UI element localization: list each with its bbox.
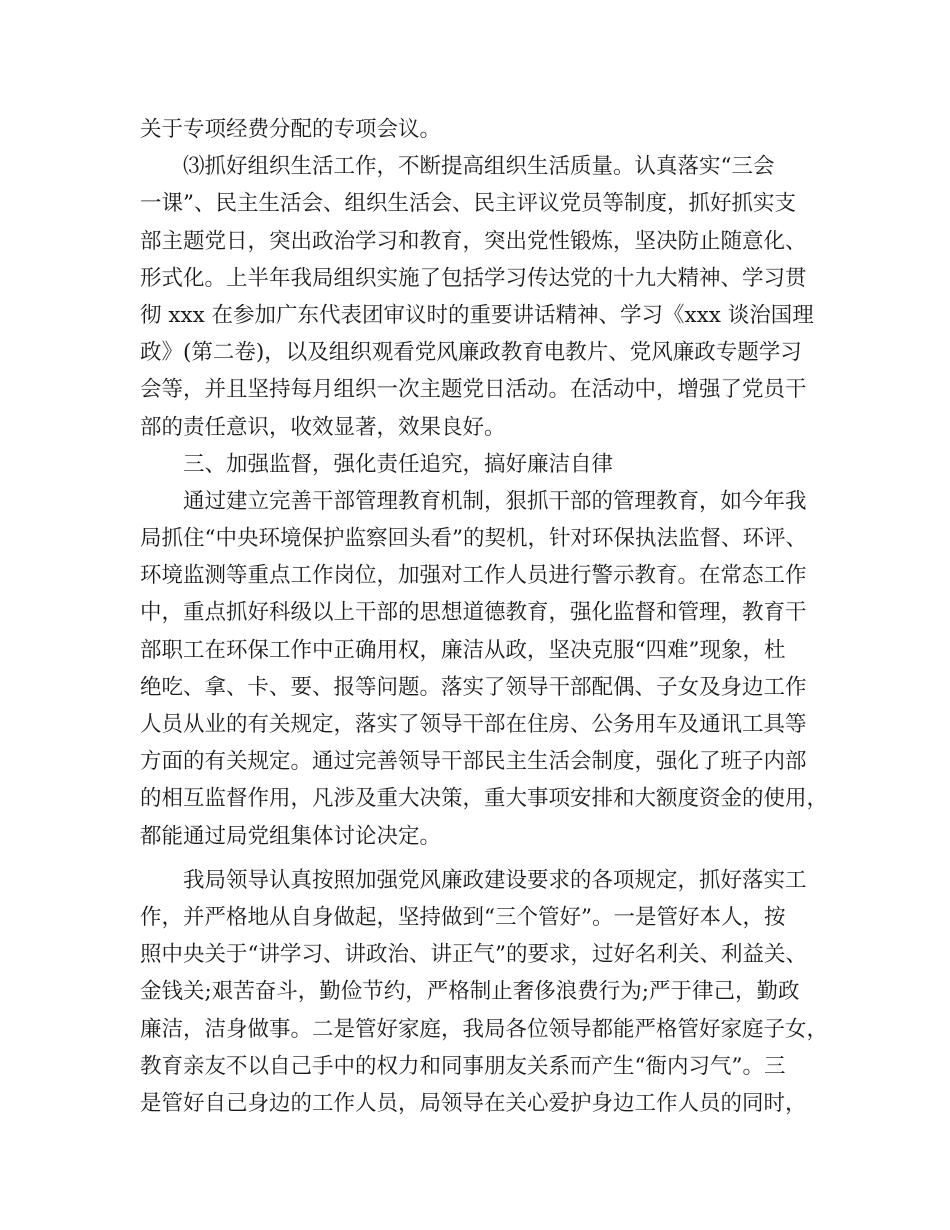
text-line: 我局领导认真按照加强党风廉政建设要求的各项规定，抓好落实工 [183,867,807,893]
text-line: 部职工在环保工作中正确用权，廉洁从政，坚决克服“四难”现象，杜 [140,637,786,663]
text-line: 人员从业的有关规定，落实了领导干部在住房、公务用车及通讯工具等 [140,712,807,737]
section-heading: 三、加强监督，强化责任追究，搞好廉洁自律 [183,451,614,477]
text-line: 局抓住“中央环境保护监察回头看”的契机，针对环保执法监督、环评、 [140,526,807,552]
text-line: 部主题党日，突出政治学习和教育，突出党性锻炼，坚决防止随意化、 [140,228,807,254]
text-line: 形式化。上半年我局组织实施了包括学习传达党的十九大精神、学习贯 [140,265,807,291]
text-line: 彻 xxx 在参加广东代表团审议时的重要讲话精神、学习《xxx 谈治国理 [140,302,814,328]
text-line: 廉洁，洁身做事。二是管好家庭，我局各位领导都能严格管好家庭子女， [140,1016,829,1042]
text-line: 是管好自己身边的工作人员，局领导在关心爱护身边工作人员的同时， [140,1090,807,1116]
text-line: 的相互监督作用，凡涉及重大决策，重大事项安排和大额度资金的使用， [140,786,829,812]
text-line: 绝吃、拿、卡、要、报等问题。落实了领导干部配偶、子女及身边工作 [140,674,807,700]
text-line: 都能通过局党组集体讨论决定。 [140,823,442,849]
text-line: 教育亲友不以自己手中的权力和同事朋友关系而产生“衙内习气”。三 [140,1053,786,1079]
text-line: 照中央关于“讲学习、讲政治、讲正气”的要求，过好名利关、利益关、 [140,942,807,968]
text-line: 中，重点抓好科级以上干部的思想道德教育，强化监督和管理，教育干 [140,600,807,626]
text-line: 通过建立完善干部管理教育机制，狠抓干部的管理教育，如今年我 [183,488,807,514]
text-line: 作，并严格地从自身做起，坚持做到“三个管好”。一是管好本人，按 [140,904,786,930]
text-line: ⑶抓好组织生活工作，不断提高组织生活质量。认真落实“三会 [183,154,775,180]
text-line: 金钱关;艰苦奋斗，勤俭节约，严格制止奢侈浪费行为;严于律己，勤政 [140,979,800,1005]
text-line: 一课”、民主生活会、组织生活会、民主评议党员等制度，抓好抓实支 [140,191,796,217]
text-line: 部的责任意识，收效显著，效果良好。 [140,414,506,440]
document-body [140,111,829,1122]
text-line: 政》(第二卷)，以及组织观看党风廉政教育电教片、党风廉政专题学习 [140,340,802,366]
text-line: 会等，并且坚持每月组织一次主题党日活动。在活动中，增强了党员干 [140,377,807,403]
text-line: 关于专项经费分配的专项会议。 [140,117,442,142]
text-line: 方面的有关规定。通过完善领导干部民主生活会制度，强化了班子内部 [140,749,807,775]
text-line: 环境监测等重点工作岗位，加强对工作人员进行警示教育。在常态工作 [140,563,807,589]
